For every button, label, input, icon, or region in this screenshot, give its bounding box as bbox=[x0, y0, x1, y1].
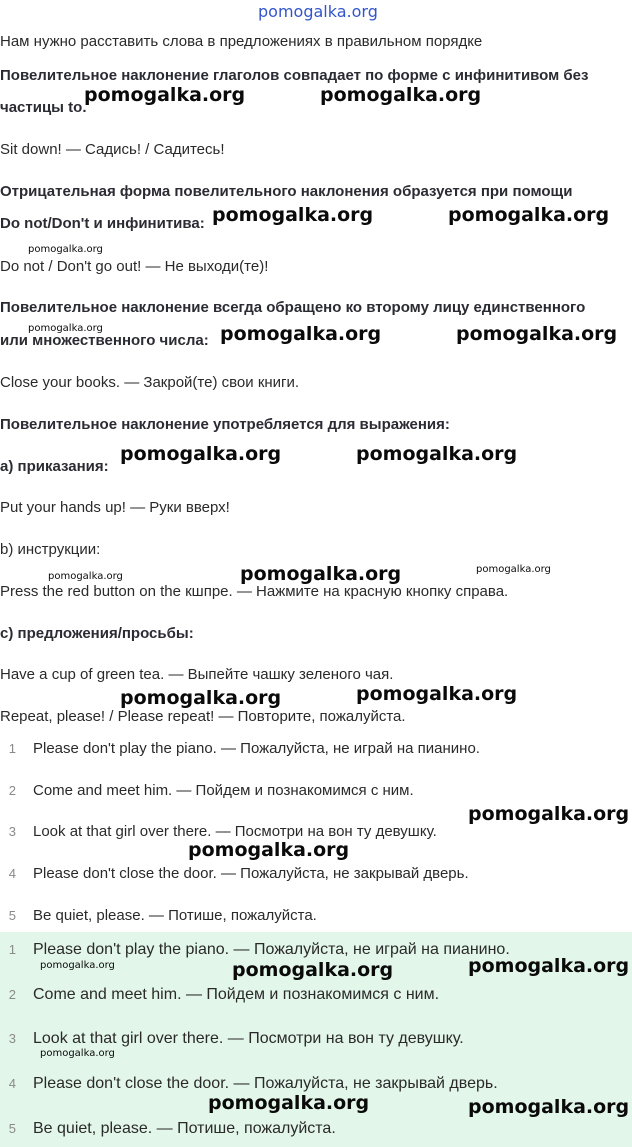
watermark: pomogalka.org bbox=[28, 323, 103, 334]
watermark: pomogalka.org bbox=[356, 443, 518, 465]
watermark: pomogalka.org bbox=[456, 323, 618, 345]
watermark: pomogalka.org bbox=[28, 244, 103, 255]
watermark: pomogalka.org bbox=[212, 204, 374, 226]
list-item bbox=[0, 781, 414, 801]
answer-number: 2 bbox=[8, 987, 16, 1002]
example-b: Press the red button on the кшпре. — Нажмите на красную кнопку справа. bbox=[0, 583, 509, 600]
list-item bbox=[0, 864, 469, 884]
example-c2: Repeat, please! / Please repeat! — Повторите, пожалуйста. bbox=[0, 708, 406, 725]
watermark: pomogalka.org bbox=[232, 959, 394, 981]
rule1-line2: частицы to. bbox=[0, 99, 87, 116]
watermark: pomogalka.org bbox=[208, 1092, 370, 1114]
answer-text: Come and meet him. — Пойдем и познакомимся с ним. bbox=[33, 986, 440, 1003]
list-text: Be quiet, please. — Потише, пожалуйста. bbox=[33, 907, 317, 924]
answer-number: 5 bbox=[8, 1121, 16, 1136]
list-item bbox=[0, 739, 480, 759]
watermark: pomogalka.org bbox=[468, 803, 630, 825]
answer-item bbox=[0, 940, 510, 960]
answer-number: 1 bbox=[8, 942, 16, 957]
rule3-line1: Повелительное наклонение всегда обращено ко второму лицу единственного bbox=[0, 299, 586, 316]
answer-text: Look at that girl over there. — Посмотри на вон ту девушку. bbox=[33, 1030, 464, 1047]
list-text: Look at that girl over there. — Посмотри на вон ту девушку. bbox=[33, 823, 437, 840]
answer-item bbox=[0, 1029, 464, 1049]
answer-item bbox=[0, 1119, 336, 1139]
watermark: pomogalka.org bbox=[120, 687, 282, 709]
watermark: pomogalka.org bbox=[120, 443, 282, 465]
answer-item bbox=[0, 1074, 498, 1094]
example1: Sit down! — Садись! / Садитесь! bbox=[0, 141, 225, 158]
answer-text: Please don't close the door. — Пожалуйста, не закрывай дверь. bbox=[33, 1075, 498, 1092]
header-watermark: pomogalka.org bbox=[258, 2, 378, 21]
list-number: 3 bbox=[8, 824, 16, 839]
answer-text: Be quiet, please. — Потише, пожалуйста. bbox=[33, 1120, 336, 1137]
watermark: pomogalka.org bbox=[48, 571, 123, 582]
watermark: pomogalka.org bbox=[468, 955, 630, 977]
rule2-line2: Do not/Don't и инфинитива: bbox=[0, 215, 205, 232]
list-number: 1 bbox=[8, 741, 16, 756]
answer-number: 4 bbox=[8, 1076, 16, 1091]
list-number: 5 bbox=[8, 908, 16, 923]
watermark: pomogalka.org bbox=[220, 323, 382, 345]
rule3-line2: или множественного числа: bbox=[0, 332, 209, 349]
watermark: pomogalka.org bbox=[240, 563, 402, 585]
rule4: Повелительное наклонение употребляется для выражения: bbox=[0, 416, 450, 433]
watermark: pomogalka.org bbox=[40, 960, 115, 971]
intro-text: Нам нужно расставить слова в предложениях в правильном порядке bbox=[0, 33, 483, 50]
example3: Close your books. — Закрой(те) свои книги. bbox=[0, 374, 300, 391]
list-text: Please don't play the piano. — Пожалуйста, не играй на пианино. bbox=[33, 740, 480, 757]
answer-item bbox=[0, 985, 439, 1005]
list-number: 4 bbox=[8, 866, 16, 881]
rule2-line1: Отрицательная форма повелительного наклонения образуется при помощи bbox=[0, 183, 573, 200]
point-b: b) инструкции: bbox=[0, 541, 101, 558]
list-text: Come and meet him. — Пойдем и познакомимся с ним. bbox=[33, 782, 414, 799]
example2: Do not / Don't go out! — Не выходи(те)! bbox=[0, 258, 269, 275]
list-item bbox=[0, 906, 317, 926]
list-text: Please don't close the door. — Пожалуйста, не закрывай дверь. bbox=[33, 865, 469, 882]
watermark: pomogalka.org bbox=[476, 564, 551, 575]
watermark: pomogalka.org bbox=[320, 84, 482, 106]
watermark: pomogalka.org bbox=[468, 1096, 630, 1118]
watermark: pomogalka.org bbox=[188, 839, 350, 861]
watermark: pomogalka.org bbox=[40, 1048, 115, 1059]
example-c1: Have a cup of green tea. — Выпейте чашку зеленого чая. bbox=[0, 666, 394, 683]
watermark: pomogalka.org bbox=[356, 683, 518, 705]
point-a: a) приказания: bbox=[0, 458, 109, 475]
point-c: c) предложения/просьбы: bbox=[0, 625, 194, 642]
answer-number: 3 bbox=[8, 1031, 16, 1046]
watermark: pomogalka.org bbox=[84, 84, 246, 106]
example-a: Put your hands up! — Руки вверх! bbox=[0, 499, 230, 516]
watermark: pomogalka.org bbox=[448, 204, 610, 226]
rule1-line1: Повелительное наклонение глаголов совпадает по форме с инфинитивом без bbox=[0, 67, 589, 84]
list-number: 2 bbox=[8, 783, 16, 798]
answer-text: Please don't play the piano. — Пожалуйста, не играй на пианино. bbox=[33, 941, 510, 958]
